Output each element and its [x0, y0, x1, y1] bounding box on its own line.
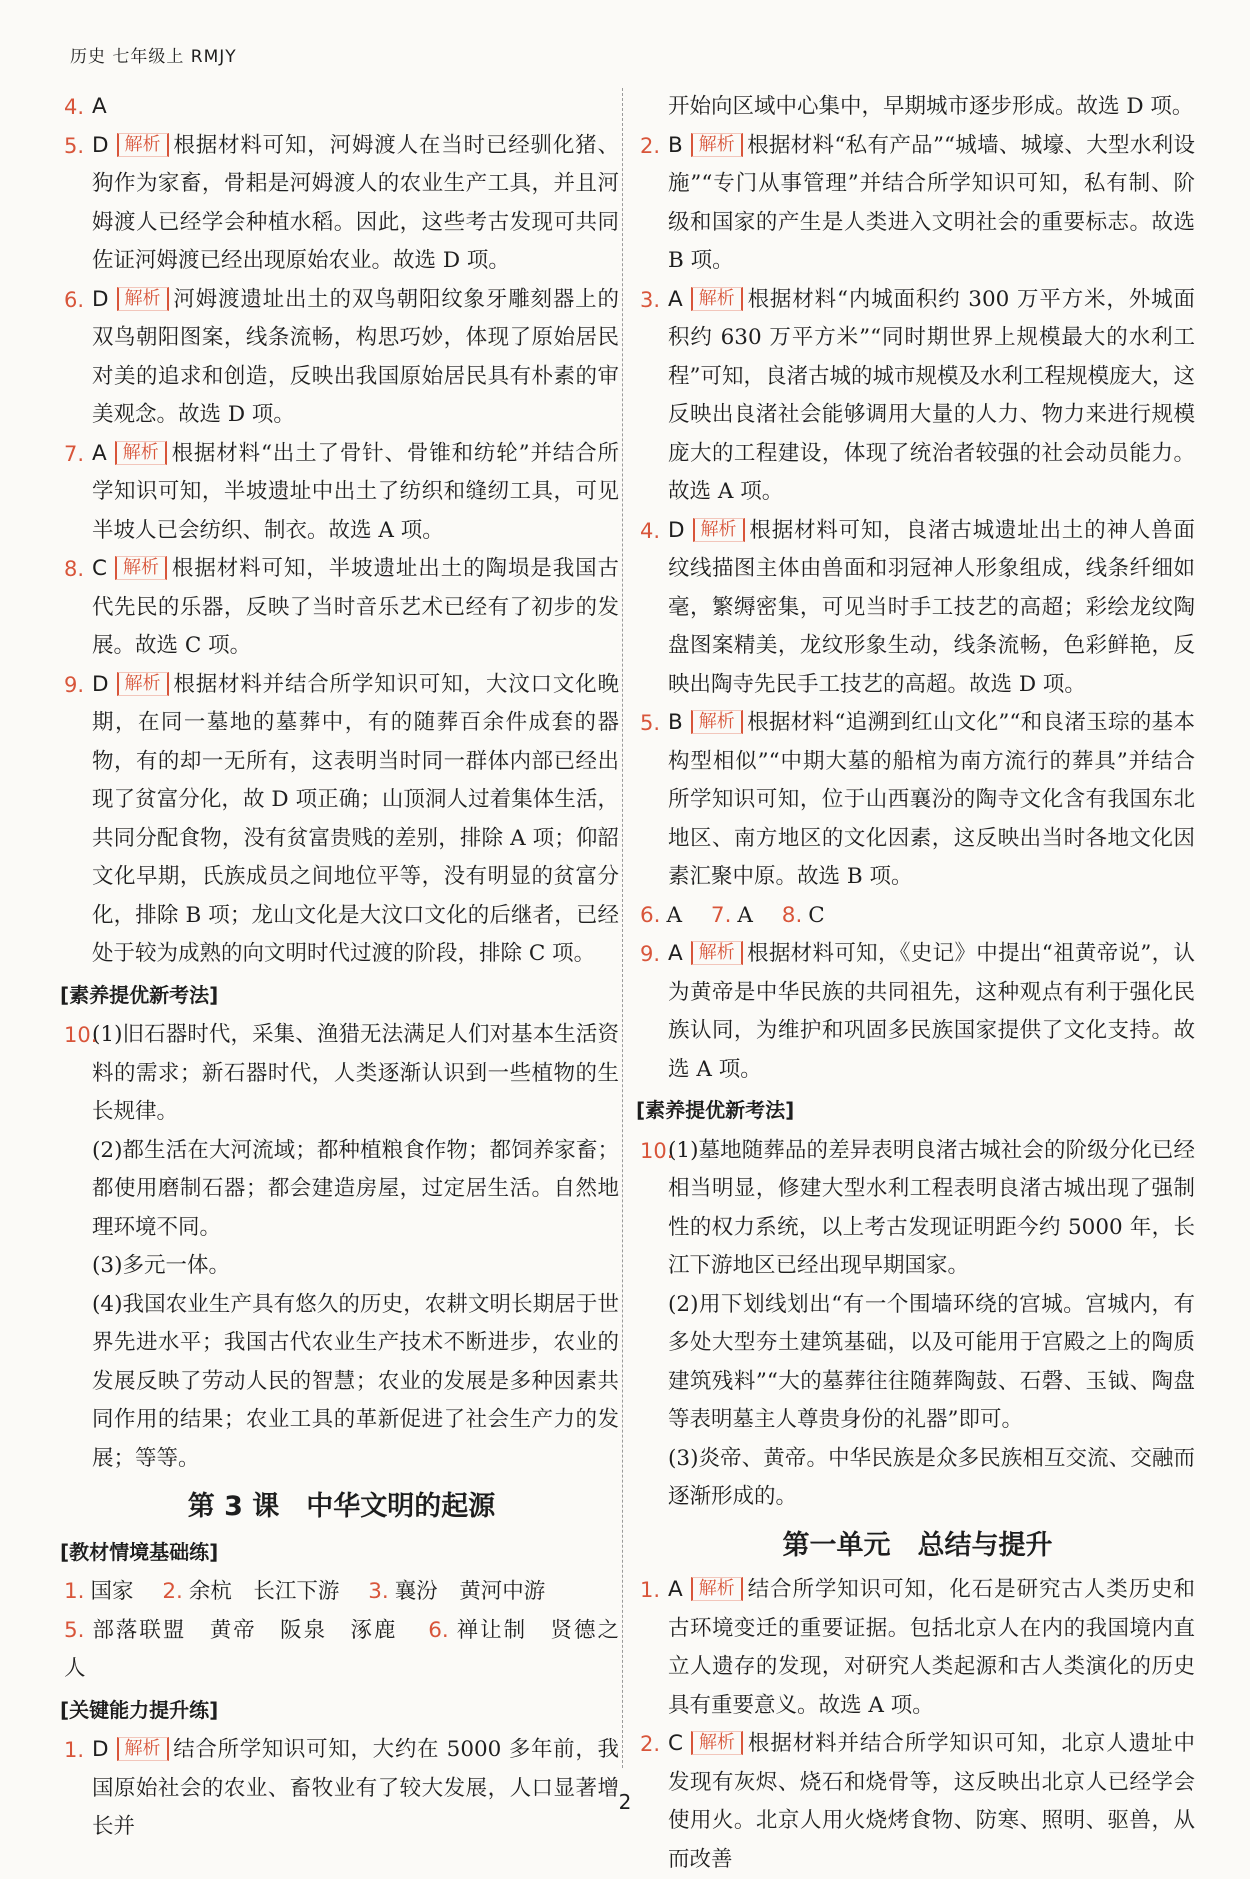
question-number: 5. [64, 1617, 85, 1643]
analysis-tag: 解析 [691, 287, 743, 311]
answer-letter: D [92, 286, 109, 312]
analysis-tag: 解析 [693, 518, 745, 542]
analysis-text: 根据材料可知，半坡遗址出土的陶埙是我国古代先民的乐器，反映了当时音乐艺术已经有了初步的发展。故选 C 项。 [92, 556, 619, 658]
question-number: 7. [710, 902, 732, 928]
answer-item [640, 1132, 1195, 1517]
question-number: 6. [428, 1617, 449, 1643]
analysis-text: 根据材料“内城面积约 300 万平方米，外城面积约 630 万平方米”“同时期世界上规模最大的水利工程”可知，良渚古城的城市规模及水利工程规模庞大，这反映出良渚社会能够调用大量的人力、物力来进行规模庞大的工程建设，体现了统治者较强的社会动员能力。故选 A 项。 [668, 286, 1195, 504]
analysis-text: 结合所学知识可知，大约在 5000 多年前，我国原始社会的农业、畜牧业有了较大发展，人口显著增长并 [92, 1737, 619, 1839]
analysis-text: 河姆渡遗址出土的双鸟朝阳纹象牙雕刻器上的双鸟朝阳图案，线条流畅，构思巧妙，体现了原始居民对美的追求和创造，反映出我国原始居民具有朴素的审美观念。故选 D 项。 [92, 286, 619, 427]
unit-title: 第一单元 总结与提升 [782, 1529, 1053, 1561]
answer-row [64, 1573, 619, 1612]
answer-letter: D [92, 671, 109, 697]
answer-part: (2)用下划线划出“有一个围墙环绕的宫城。宫城内，有多处大型夯土建筑基础，以及可能用于宫殿之上的陶质建筑残料”“大的墓葬往往随葬陶鼓、石磬、玉钺、陶盘等表明墓主人尊贵身份的礼器”即可。 [668, 1291, 1195, 1432]
answer-item [64, 88, 619, 127]
answer-letter: B [668, 710, 683, 735]
question-number: 7. [64, 441, 85, 466]
question-number: 4. [64, 95, 85, 119]
answer-text: 禅让制 贤德之人 [64, 1617, 619, 1681]
answer-part: (1)墓地随葬品的差异表明良渚古城社会的阶级分化已经相当明显，修建大型水利工程表明良渚古城出现了强制性的权力系统，以上考古发现证明距今约 5000 年，长江下游地区已经出现早期国家。 [668, 1137, 1195, 1278]
answer-row [64, 1612, 619, 1689]
answer-letter: D [92, 132, 109, 158]
answer-letter: A [668, 286, 683, 312]
question-number: 5. [640, 711, 661, 735]
answer-letter: A [668, 1577, 683, 1602]
answer-item [64, 1016, 619, 1478]
question-number: 9. [640, 942, 661, 966]
analysis-tag: 解析 [117, 133, 169, 157]
question-number: 3. [368, 1579, 389, 1604]
question-number: 1. [640, 1578, 661, 1602]
answer-item [64, 127, 619, 281]
question-number: 3. [640, 287, 661, 312]
answer-letter: D [92, 1737, 109, 1762]
section-heading: [素养提优新考法] [60, 982, 219, 1007]
page-number: 2 [618, 1790, 632, 1814]
question-number: 8. [781, 902, 803, 928]
answer-letter: D [668, 517, 685, 543]
analysis-tag: 解析 [115, 556, 167, 580]
question-number: 10. [64, 1023, 98, 1047]
analysis-tag: 解析 [117, 287, 169, 311]
answer-row [640, 897, 1195, 936]
analysis-tag: 解析 [691, 1731, 743, 1755]
column-divider [622, 88, 623, 1768]
question-number: 2. [640, 133, 661, 158]
question-number: 1. [64, 1738, 85, 1762]
answer-item [640, 704, 1195, 897]
section-heading: [素养提优新考法] [636, 1098, 795, 1122]
answer-part: (2)都生活在大河流域；都种植粮食作物；都饲养家畜；都使用磨制石器；都会建造房屋，过定居生活。自然地理环境不同。 [92, 1137, 619, 1240]
question-number: 4. [640, 518, 661, 543]
answer-letter: B [668, 132, 683, 158]
page-header: 历史 七年级上 RMJY [70, 47, 237, 67]
answer-part: (3)炎帝、黄帝。中华民族是众多民族相互交流、交融而逐渐形成的。 [668, 1445, 1195, 1509]
answer-item [64, 435, 619, 551]
analysis-text: 根据材料“私有产品”“城墙、城壕、大型水利设施”“专门从事管理”并结合所学知识可知，私有制、阶级和国家的产生是人类进入文明社会的重要标志。故选 B 项。 [668, 132, 1195, 273]
answer-item [640, 512, 1195, 705]
answer-letter: A [92, 94, 107, 119]
question-number: 8. [64, 557, 85, 581]
answer-part: (3)多元一体。 [92, 1253, 230, 1278]
answer-item [640, 935, 1195, 1089]
answer-text: 余杭 长江下游 [188, 1579, 340, 1604]
question-number: 10. [640, 1138, 674, 1163]
analysis-text: 根据材料可知，河姆渡人在当时已经驯化猪、狗作为家畜，骨耜是河姆渡人的农业生产工具，并且河姆渡人已经学会种植水稻。因此，这些考古发现可共同佐证河姆渡已经出现原始农业。故选 D 项。 [92, 132, 619, 273]
analysis-tag: 解析 [691, 1577, 743, 1601]
analysis-text: 根据材料“追溯到红山文化”“和良渚玉琮的基本构型相似”“中期大墓的船棺为南方流行的葬具”并结合所学知识可知，位于山西襄汾的陶寺文化含有我国东北地区、南方地区的文化因素，这反映出当时各地文化因素汇聚中原。故选 B 项。 [668, 710, 1195, 889]
answer-text: 襄汾 黄河中游 [394, 1579, 546, 1604]
answer-text: 部落联盟 黄帝 阪泉 涿鹿 [90, 1617, 398, 1643]
analysis-tag: 解析 [691, 941, 743, 965]
answer-item [64, 281, 619, 435]
analysis-tag: 解析 [691, 710, 743, 734]
continued-text: 开始向区域中心集中，早期城市逐步形成。故选 D 项。 [668, 94, 1194, 119]
question-number: 5. [64, 133, 85, 158]
question-number: 1. [64, 1579, 85, 1604]
analysis-text: 根据材料并结合所学知识可知，大汶口文化晚期，在同一墓地的墓葬中，有的随葬百余件成套的器物，有的却一无所有，这表明当时同一群体内部已经出现了贫富分化，故 D 项正确；山顶洞人过着集体生活，共同分配食物，没有贫富贵贱的差别，排除 A 项；仰韶文化早期，氏族成员之间地位平等，没有明显的贫富分化，排除 B 项；龙山文化是大汶口文化的后继者，已经处于较为成熟的向文明时代过渡的阶段，排除 C 项。 [92, 671, 619, 966]
analysis-text: 根据材料可知，《史记》中提出“祖黄帝说”，认为黄帝是中华民族的共同祖先，这种观点有利于强化民族认同，为维护和巩固多民族国家提供了文化支持。故选 A 项。 [668, 941, 1195, 1082]
left-column [60, 88, 619, 1847]
section-heading: [关键能力提升练] [60, 1697, 219, 1722]
answer-letter: A [92, 440, 107, 466]
right-column [636, 88, 1195, 1879]
lesson-title: 第 3 课 中华文明的起源 [187, 1491, 496, 1522]
answer-letter: C [668, 1731, 684, 1756]
analysis-tag: 解析 [117, 672, 169, 696]
question-number: 9. [64, 672, 85, 697]
answer-letter: C [92, 556, 108, 581]
answer-letter: A [668, 941, 683, 966]
question-number: 6. [640, 902, 661, 928]
analysis-tag: 解析 [115, 441, 167, 465]
analysis-text: 根据材料并结合所学知识可知，北京人遗址中发现有灰烬、烧石和烧骨等，这反映出北京人已经学会使用火。北京人用火烧烤食物、防寒、照明、驱兽，从而改善 [668, 1731, 1195, 1872]
answer-item [64, 550, 619, 666]
answer-part: (1)旧石器时代，采集、渔猎无法满足人们对基本生活资料的需求；新石器时代，人类逐渐认识到一些植物的生长规律。 [92, 1022, 619, 1124]
answer-text: C [808, 902, 825, 928]
section-heading: [教材情境基础练] [60, 1539, 219, 1564]
question-number: 6. [64, 287, 85, 312]
answer-text: A [737, 902, 753, 928]
analysis-text: 结合所学知识可知，化石是研究古人类历史和古环境变迁的重要证据。包括北京人在内的我国境内直立人遗存的发现，对研究人类起源和古人类演化的历史具有重要意义。故选 A 项。 [668, 1577, 1195, 1718]
analysis-tag: 解析 [117, 1737, 169, 1761]
analysis-text: 根据材料“出土了骨针、骨锥和纺轮”并结合所学知识可知，半坡遗址中出土了纺织和缝纫工具，可见半坡人已会纺织、制衣。故选 A 项。 [92, 440, 619, 543]
answer-item [64, 666, 619, 974]
analysis-tag: 解析 [691, 133, 743, 157]
question-number: 2. [162, 1579, 183, 1604]
question-number: 2. [640, 1732, 661, 1756]
answer-item [640, 127, 1195, 281]
answer-text: 国家 [90, 1579, 134, 1604]
answer-item [640, 1571, 1195, 1725]
analysis-text: 根据材料可知，良渚古城遗址出土的神人兽面纹线描图主体由兽面和羽冠神人形象组成，线条纤细如毫，繁缛密集，可见当时手工技艺的高超；彩绘龙纹陶盘图案精美，龙纹形象生动，线条流畅，色彩鲜艳，反映出陶寺先民手工技艺的高超。故选 D 项。 [668, 517, 1195, 697]
answer-part: (4)我国农业生产具有悠久的历史，农耕文明长期居于世界先进水平；我国古代农业生产技术不断进步，农业的发展反映了劳动人民的智慧；农业的发展是多种因素共同作用的结果；农业工具的革新促进了社会生产力的发展；等等。 [92, 1291, 619, 1471]
answer-item [64, 1731, 619, 1847]
answer-item [640, 281, 1195, 512]
answer-text: A [666, 902, 683, 928]
